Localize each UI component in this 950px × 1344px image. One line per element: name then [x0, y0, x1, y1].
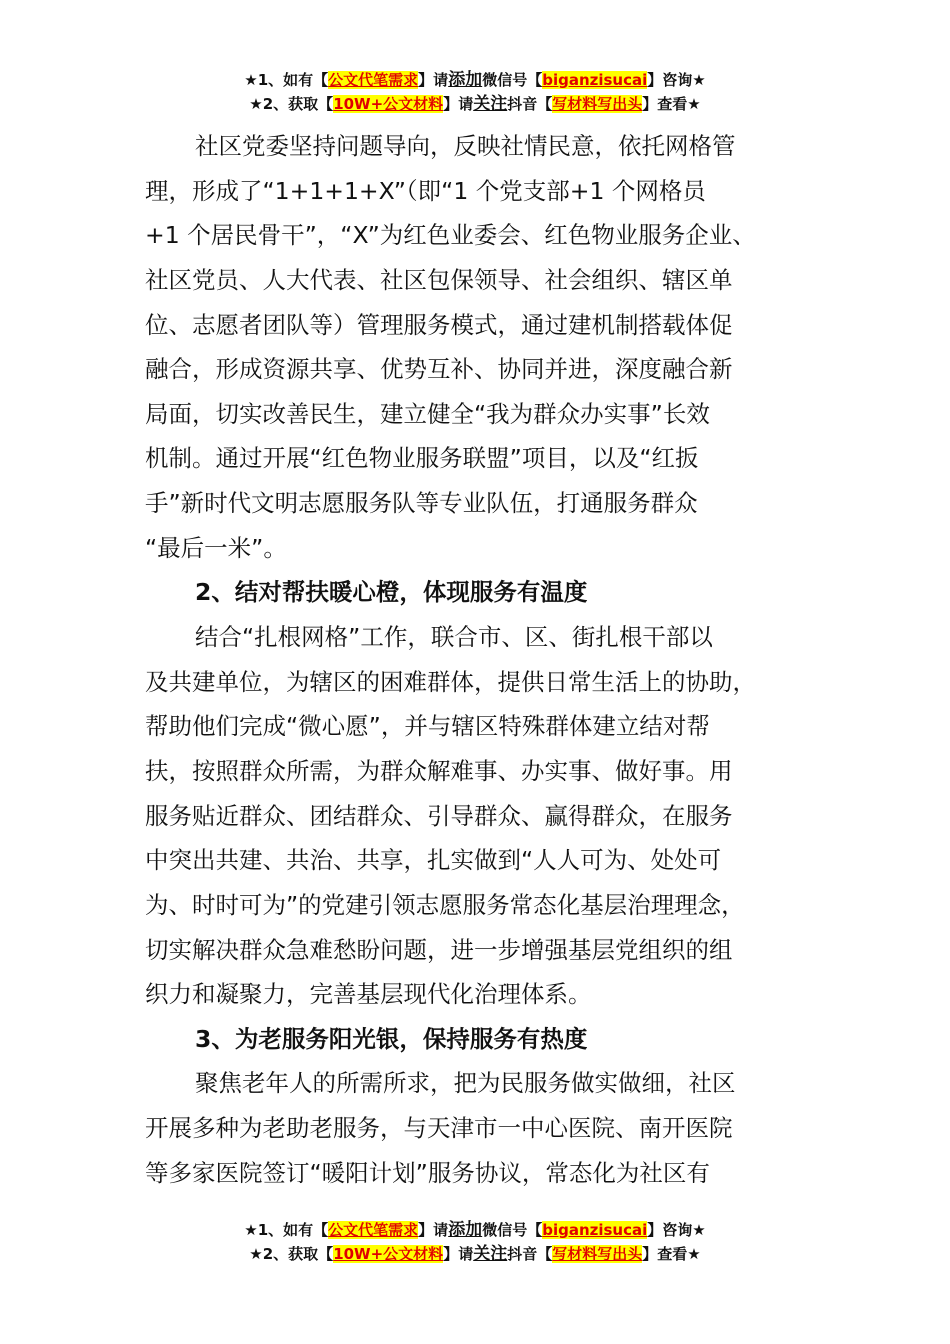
text-line: “最后一米”。 — [145, 533, 287, 562]
ad-text: 】查看★ — [642, 1245, 701, 1263]
ad-text: 抖音【 — [507, 95, 553, 113]
text-line: 扶，按照群众所需，为群众解难事、办实事、做好事。用 — [145, 756, 733, 785]
ad-underline: 添加 — [448, 70, 483, 90]
text-line: 社区党员、人大代表、社区包保领导、社会组织、辖区单 — [145, 265, 733, 294]
ad-text: ★1、如有【 — [244, 1221, 329, 1239]
ad-highlight: 写材料写出头 — [552, 1245, 643, 1263]
ad-text: 】咨询★ — [647, 1221, 706, 1239]
ad-line-1 — [0, 1218, 950, 1242]
text-line: 位、志愿者团队等）管理服务模式，通过建机制搭载体促 — [145, 310, 733, 339]
text-line: 等多家医院签订“暖阳计划”服务协议，常态化为社区有 — [145, 1158, 710, 1187]
text-line: 理，形成了“1+1+1+X”（即“1 个党支部+1 个网格员 — [145, 176, 706, 205]
ad-text: 】请 — [443, 1245, 474, 1263]
text-line: 局面，切实改善民生，建立健全“我为群众办实事”长效 — [145, 399, 710, 428]
ad-text: ★2、获取【 — [249, 95, 334, 113]
text-line: 为、时时可为”的党建引领志愿服务常态化基层治理理念， — [145, 890, 745, 919]
ad-highlight: 写材料写出头 — [552, 95, 643, 113]
header-ad — [0, 68, 950, 116]
text-line: 机制。通过开展“红色物业服务联盟”项目，以及“红扳 — [145, 444, 699, 473]
ad-highlight: 公文代笔需求 — [328, 71, 419, 89]
ad-underline: 关注 — [473, 1244, 508, 1264]
text-line: 社区党委坚持问题导向，反映社情民意，依托网格管 — [195, 132, 736, 160]
section-heading: 3、为老服务阳光银，保持服务有热度 — [195, 1024, 588, 1053]
ad-text: ★1、如有【 — [244, 71, 329, 89]
text-line: 及共建单位，为辖区的困难群体，提供日常生活上的协助， — [145, 667, 756, 696]
text-line: 聚焦老年人的所需所求，把为民服务做实做细，社区 — [195, 1069, 736, 1098]
ad-highlight: 公文代笔需求 — [328, 1221, 419, 1239]
ad-underline: 关注 — [473, 94, 508, 114]
ad-text: 】查看★ — [642, 95, 701, 113]
ad-text: ★2、获取【 — [249, 1245, 334, 1263]
section-heading: 2、结对帮扶暖心橙，体现服务有温度 — [195, 578, 588, 607]
ad-text: 】请 — [418, 1221, 449, 1239]
text-line: 织力和凝聚力，完善基层现代化治理体系。 — [145, 980, 592, 1009]
text-line: +1 个居民骨干”，“X”为红色业委会、红色物业服务企业、 — [145, 221, 756, 250]
text-line: 中突出共建、共治、共享，扎实做到“人人可为、处处可 — [145, 846, 722, 875]
ad-highlight: 10W+公文材料 — [333, 95, 444, 113]
ad-text: 】咨询★ — [647, 71, 706, 89]
text-line: 帮助他们完成“微心愿”，并与辖区特殊群体建立结对帮 — [145, 712, 710, 741]
ad-highlight: 10W+公文材料 — [333, 1245, 444, 1263]
ad-text: 抖音【 — [507, 1245, 553, 1263]
ad-text: 微信号【 — [482, 71, 543, 89]
ad-line-1 — [0, 68, 950, 92]
text-line: 服务贴近群众、团结群众、引导群众、赢得群众，在服务 — [145, 801, 733, 830]
ad-text: 】请 — [443, 95, 474, 113]
ad-underline: 添加 — [448, 1220, 483, 1240]
text-line: 结合“扎根网格”工作，联合市、区、街扎根干部以 — [195, 623, 713, 652]
text-line: 融合，形成资源共享、优势互补、协同并进，深度融合新 — [145, 355, 733, 384]
ad-text: 】请 — [418, 71, 449, 89]
text-line: 切实解决群众急难愁盼问题，进一步增强基层党组织的组 — [145, 935, 733, 964]
text-line: 手”新时代文明志愿服务队等专业队伍，打通服务群众 — [145, 489, 698, 518]
text-line: 开展多种为老助老服务，与天津市一中心医院、南开医院 — [145, 1114, 733, 1143]
ad-highlight: biganzisucai — [542, 1221, 648, 1239]
ad-highlight: biganzisucai — [542, 71, 648, 89]
document-body — [145, 124, 825, 1195]
ad-line-2 — [0, 1242, 950, 1266]
footer-ad — [0, 1218, 950, 1266]
ad-line-2 — [0, 92, 950, 116]
ad-text: 微信号【 — [482, 1221, 543, 1239]
